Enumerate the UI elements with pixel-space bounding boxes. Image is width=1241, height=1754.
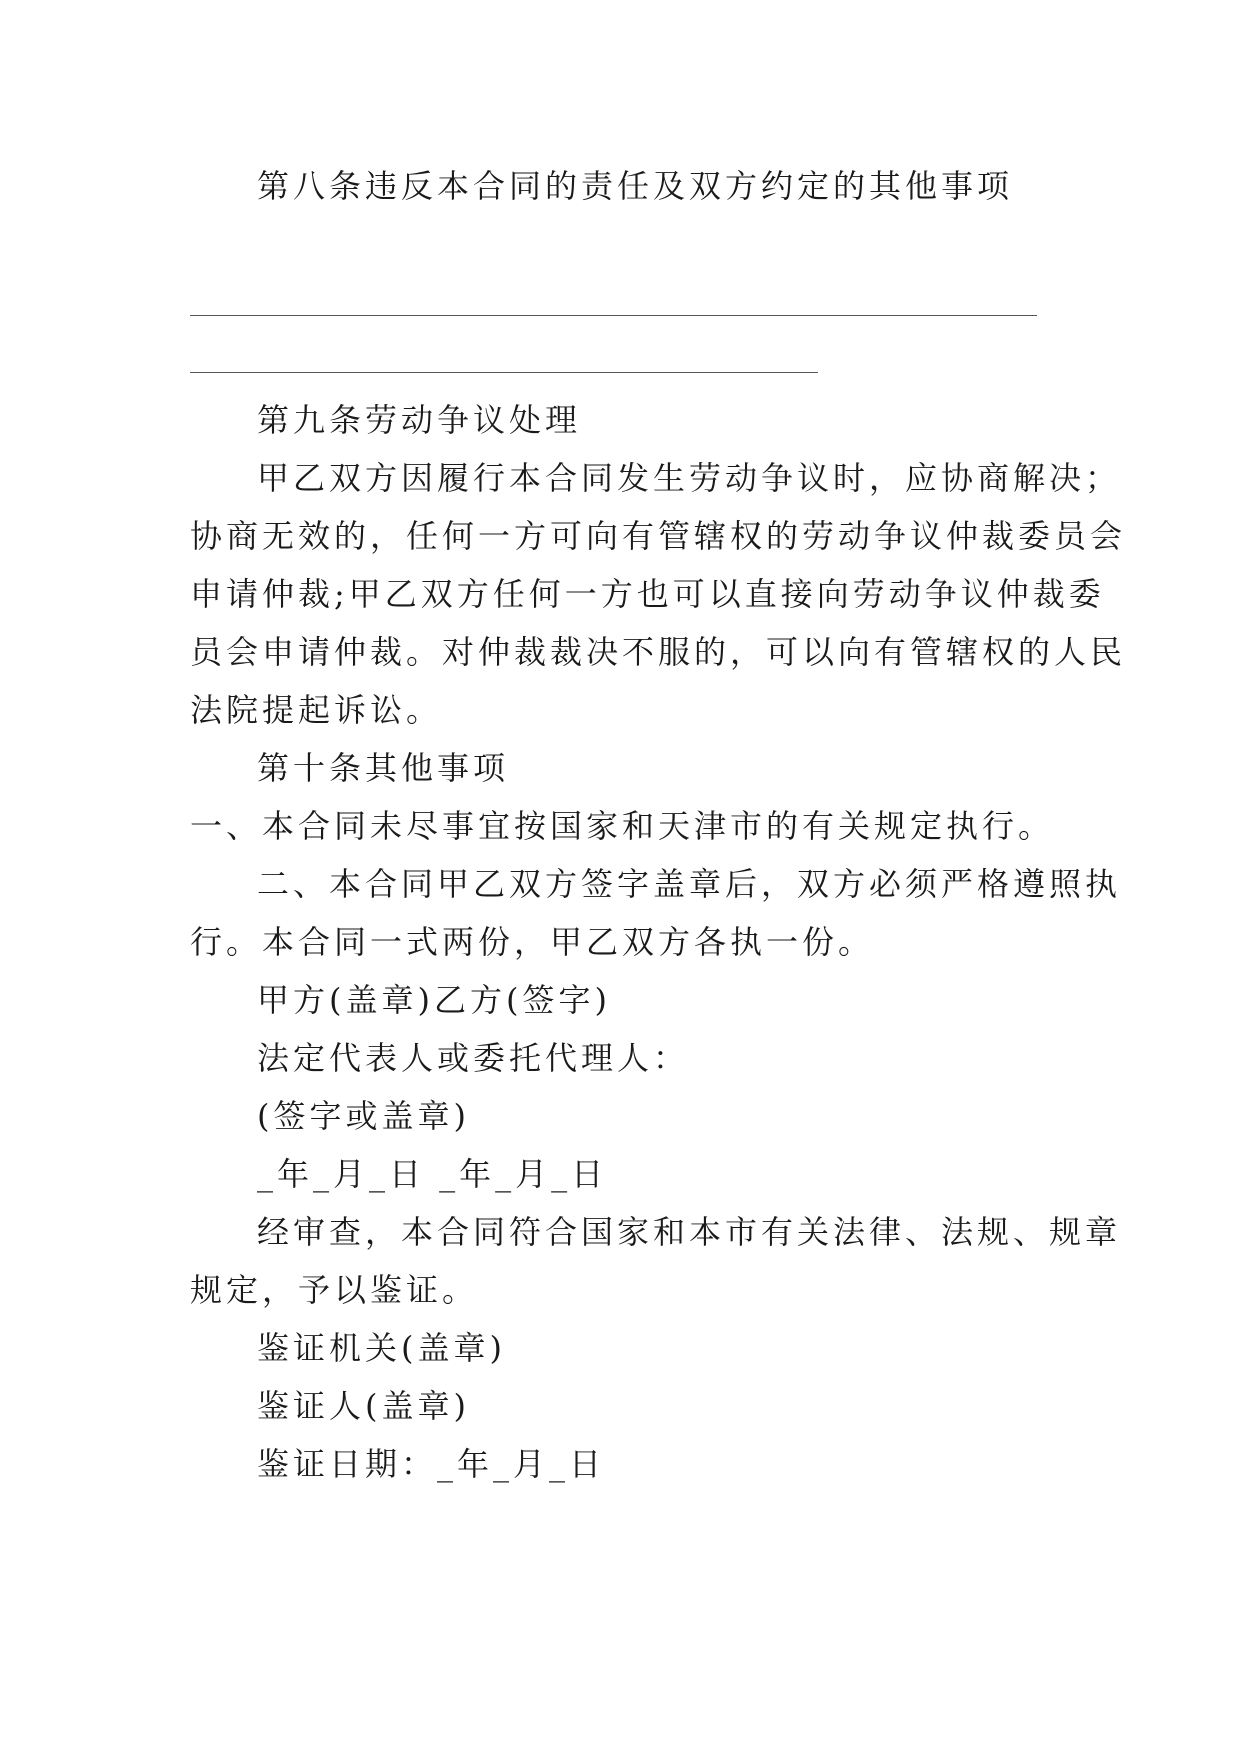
- article-10-item-2-line-1: 二、本合同甲乙双方签字盖章后，双方必须严格遵照执: [257, 865, 1122, 903]
- signature-dates: _年_月_日 _年_月_日: [257, 1155, 608, 1193]
- signature-representative: 法定代表人或委托代理人：: [257, 1039, 690, 1077]
- verification-date: 鉴证日期：_年_月_日: [257, 1445, 606, 1483]
- verification-verifier: 鉴证人(盖章): [257, 1387, 470, 1425]
- verification-authority: 鉴证机关(盖章): [257, 1329, 506, 1367]
- article-10-item-2-line-2: 行。本合同一式两份，甲乙双方各执一份。: [190, 923, 875, 961]
- blank-fill-line-2: [190, 372, 818, 373]
- verification-statement-line-1: 经审查，本合同符合国家和本市有关法律、法规、规章: [257, 1213, 1122, 1251]
- verification-statement-line-2: 规定，予以鉴证。: [190, 1271, 479, 1309]
- signature-parties: 甲方(盖章)乙方(签字): [257, 981, 611, 1019]
- article-9-body-line-4: 员会申请仲裁。对仲裁裁决不服的，可以向有管辖权的人民: [190, 633, 1127, 671]
- signature-sign-or-seal: (签字或盖章): [257, 1097, 470, 1135]
- article-10-heading: 第十条其他事项: [257, 749, 510, 787]
- blank-fill-line-1: [190, 315, 1037, 316]
- article-9-body-line-3: 申请仲裁;甲乙双方任何一方也可以直接向劳动争议仲裁委: [190, 575, 1105, 613]
- article-10-item-1: 一、本合同未尽事宜按国家和天津市的有关规定执行。: [190, 807, 1055, 845]
- article-9-heading: 第九条劳动争议处理: [257, 401, 582, 439]
- article-9-body-line-5: 法院提起诉讼。: [190, 691, 443, 729]
- article-8-heading: 第八条违反本合同的责任及双方约定的其他事项: [257, 167, 1014, 205]
- article-9-body-line-1: 甲乙双方因履行本合同发生劳动争议时，应协商解决；: [257, 459, 1122, 497]
- article-9-body-line-2: 协商无效的，任何一方可向有管辖权的劳动争议仲裁委员会: [190, 517, 1127, 555]
